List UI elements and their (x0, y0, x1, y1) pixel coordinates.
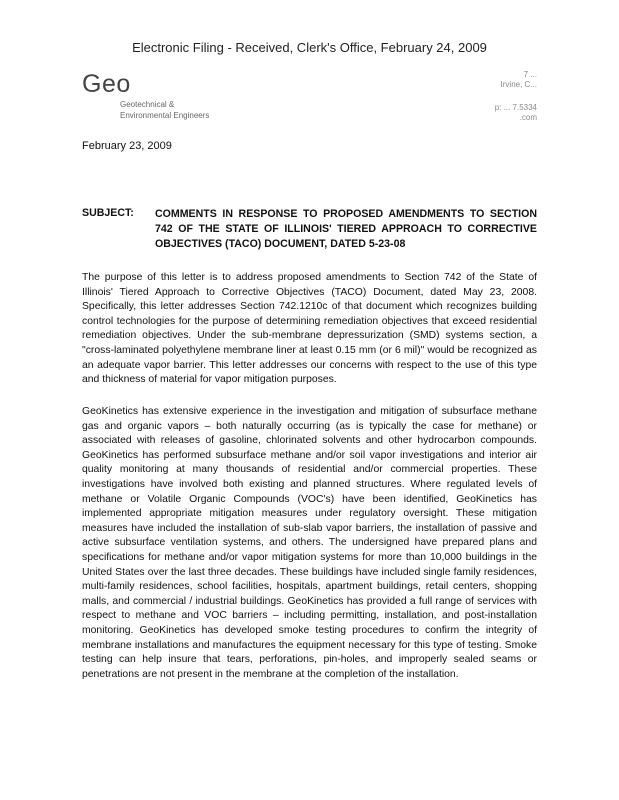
company-contact-info (495, 103, 537, 123)
contact-line-1: p: ... 7.5334 (494, 103, 537, 112)
filing-stamp-header: Electronic Filing - Received, Clerk's Office, February 24, 2009 (132, 40, 487, 55)
body-paragraph-2: GeoKinetics has extensive experience in the investigation and mitigation of subsurface methane gas and organic vapors – both naturally occurring (as is typically the case for methane) or associated with releases of gasoline, chlorinated solvents and other hydrocarbon compounds. GeoKinetics has performed subsurface methane and/or soil vapor investigations and interior air quality monitoring at many thousands of residential and/or commercial properties. These investigations have involved both existing and planned structures. Where regulated levels of methane or Volatile Organic Compounds (VOC's) have been identified, GeoKinetics has implemented appropriate mitigation measures under regulatory oversight. These mitigation measures have included the installation of sub-slab vapor barriers, the installation of passive and active subsurface ventilation systems, and others. The undersigned have prepared plans and specifications for methane and/or vapor mitigation systems for more than 10,000 buildings in the United States over the last three decades. These buildings have included single family residences, multi-family residences, school facilities, hospitals, apartment buildings, retail centers, shopping malls, and commercial / industrial buildings. GeoKinetics has provided a full range of services with respect to methane and VOC barriers – including permitting, installation, and post-installation monitoring. GeoKinetics has developed smoke testing procedures to confirm the integrity of membrane installations and manufactures the equipment necessary for this type of testing. Smoke testing can help insure that tears, perforations, pin-holes, and improperly sealed seams or penetrations are not present in the membrane at the completion of the installation. (82, 406, 537, 680)
contact-line-2: .com (519, 113, 537, 122)
address-line-1: 7 ... (523, 70, 537, 79)
address-line-2: Irvine, C... (500, 80, 537, 89)
company-logo: Geo (82, 70, 131, 98)
subject-text: COMMENTS IN RESPONSE TO PROPOSED AMENDMENTS TO SECTION 742 OF THE STATE OF ILLINOIS' TIERED APPROACH TO CORRECTIVE OBJECTIVES (TACO) DOCUMENT, DATED 5-23-08 (155, 208, 537, 250)
company-tagline (120, 99, 209, 121)
body-paragraph-1: The purpose of this letter is to address proposed amendments to Section 742 of the State of Illinois' Tiered Approach to Corrective Objectives (TACO) Document, dated May 23, 2008. Specifically, this letter addresses Section 742.1210c of that document which recognizes building control technologies for the purpose of determining remediation objectives that exceed residential remediation objectives. Under the sub-membrane depressurization (SMD) systems section, a "cross-laminated polyethylene membrane liner at least 0.15 mm (or 6 mil)" would be recognized as an adequate vapor barrier. This letter addresses our concerns with respect to the use of this type and thickness of material for vapor mitigation purposes. (82, 272, 537, 386)
subject-label: SUBJECT: (82, 207, 134, 219)
tagline-line-2: Environmental Engineers (120, 111, 210, 120)
company-address (501, 70, 537, 90)
letter-date: February 23, 2009 (82, 140, 172, 152)
tagline-line-1: Geotechnical & (120, 100, 175, 109)
